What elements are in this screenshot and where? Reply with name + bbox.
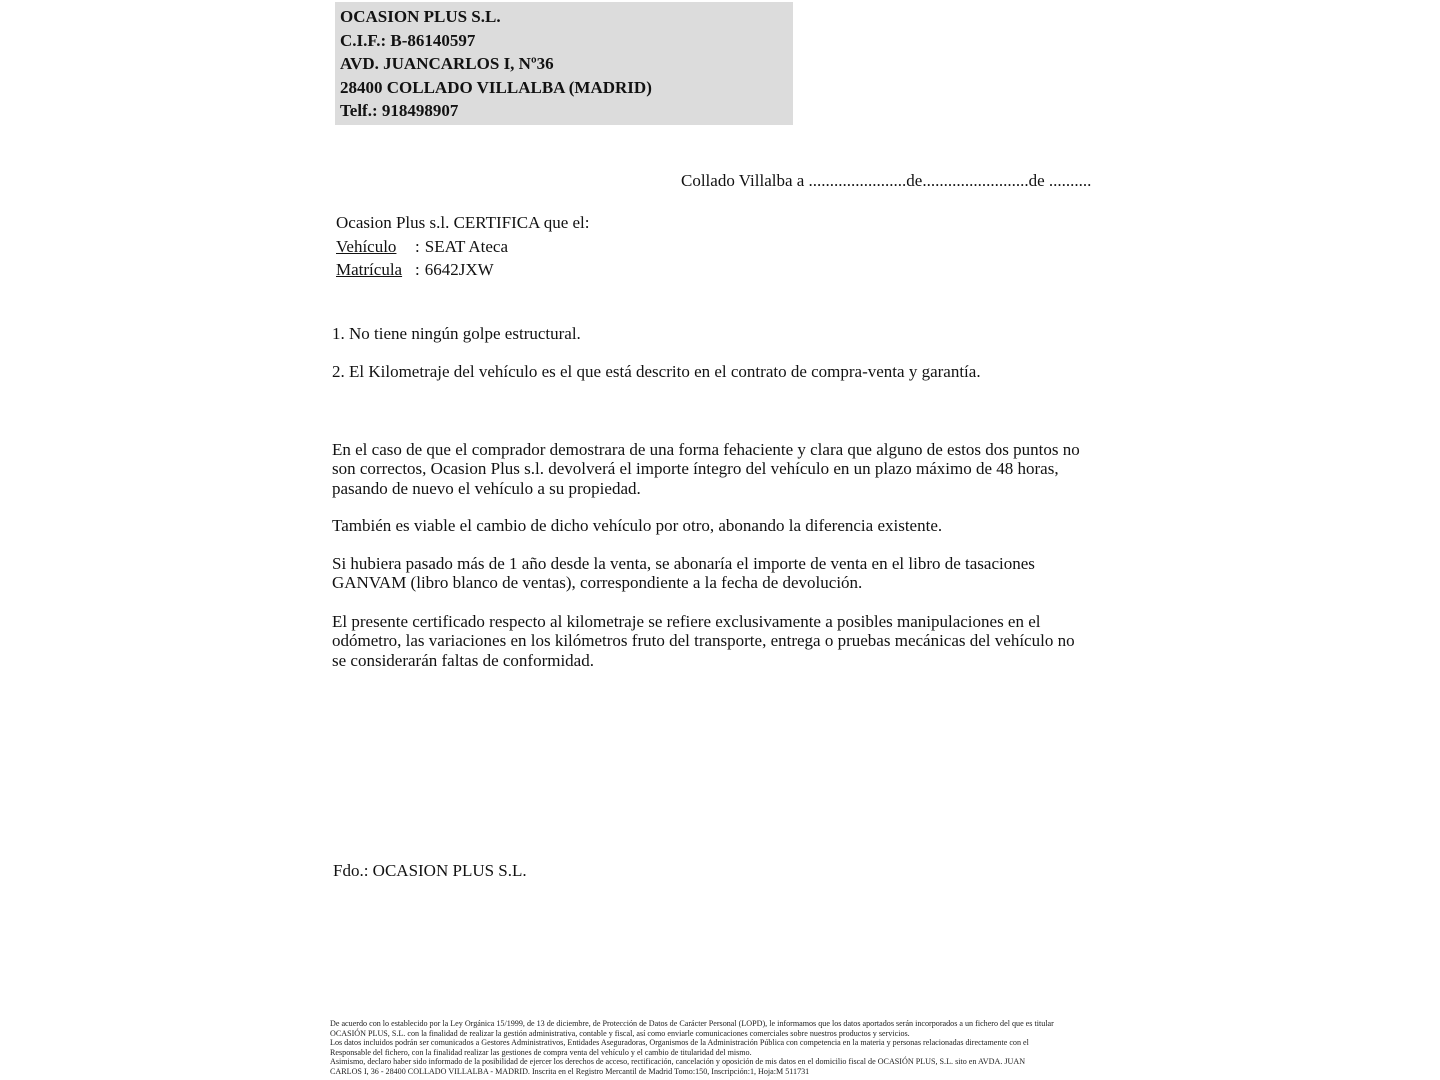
company-city: 28400 COLLADO VILLALBA (MADRID) [340,77,652,97]
paragraph-line: También es viable el cambio de dicho vehículo por otro, abonando la diferencia existente. [332,516,943,535]
plate-label-slot [336,258,415,282]
legal-line: De acuerdo con lo establecido por la Ley Orgánica 15/1999, de 13 de diciembre, de Protección de Datos de Carácter Personal (LOPD), le informamos que los datos aportados serán incorporados a un fichero del que es titular [330,1019,1054,1028]
date-line: Collado Villalba a .......................de.........................de .......... [681,171,1092,190]
paragraph-line: El presente certificado respecto al kilometraje se refiere exclusivamente a posibles manipulaciones en el [332,612,1041,631]
clause-1: 1. No tiene ningún golpe estructural. [332,324,581,343]
plate-label: Matrícula [336,260,403,279]
company-cif: C.I.F.: B-86140597 [340,30,476,50]
legal-line: Responsable del fichero, con la finalidad realizar las gestiones de compra venta del vehículo y el cambio de titularidad del mismo. [330,1047,752,1057]
paragraph-return-guarantee [332,440,1080,498]
company-address: AVD. JUANCARLOS I, Nº36 [340,54,554,74]
paragraph-line: GANVAM (libro blanco de ventas), correspondiente a la fecha de devolución. [332,573,863,593]
legal-line: CARLOS I, 36 - 28400 COLLADO VILLALBA - MADRID. Inscrita en el Registro Mercantil de Madrid Tomo:150, Inscripción:1, Hoja:M 511731 [330,1066,810,1076]
legal-notice [330,1019,1054,1077]
company-phone: Telf.: 918498907 [340,101,459,121]
company-name: OCASION PLUS S.L. [340,7,501,26]
legal-line: OCASIÓN PLUS, S.L. con la finalidad de realizar la gestión administrativa, contable y fiscal, así como enviarle comunicaciones comerciales sobre nuestros productos y servicios. [330,1028,910,1038]
paragraph-line: odómetro, las variaciones en los kilómetros fruto del transporte, entrega o pruebas mecánicas del vehículo no [332,631,1075,651]
paragraph-line: son correctos, Ocasion Plus s.l. devolverá el importe íntegro del vehículo en un plazo máximo de 48 horas, [332,459,1059,479]
clause-2: 2. El Kilometraje del vehículo es el que está descrito en el contrato de compra-venta y garantía. [332,362,981,381]
paragraph-line: Si hubiera pasado más de 1 año desde la venta, se abonaría el importe de venta en el libro de tasaciones [332,554,1035,573]
plate-field-row [336,258,590,282]
vehicle-field-row [336,235,590,259]
plate-value: 6642JXW [424,260,494,279]
paragraph-odometer-disclaimer [332,612,1075,670]
certification-block [336,211,590,282]
paragraph-line: En el caso de que el comprador demostrara de una forma fehaciente y clara que alguno de estos dos puntos no [332,440,1080,459]
vehicle-value: SEAT Ateca [424,236,508,256]
vehicle-label-slot [336,235,415,259]
certification-intro: Ocasion Plus s.l. CERTIFICA que el: [336,213,590,232]
vehicle-label: Vehículo [336,236,397,256]
legal-line: Asimismo, declaro haber sido informado de la posibilidad de ejercer los derechos de acceso, rectificación, cancelación y oposición de mis datos en el domicilio fiscal de OCASIÓN PLUS, S.L. sito en AVDA. JUAN [330,1057,1026,1067]
vehicle-separator: : [415,236,420,256]
plate-separator: : [415,260,420,279]
paragraph-exchange-option [332,516,942,535]
paragraph-line: se considerarán faltas de conformidad. [332,650,594,670]
legal-line: Los datos incluidos podrán ser comunicados a Gestores Administrativos, Entidades Aseguradoras, Organismos de la Administración Pública con competencia en la materia y personas relacionadas directamente con el [330,1038,1029,1048]
paragraph-line: pasando de nuevo el vehículo a su propiedad. [332,478,641,498]
company-header-box [335,2,793,125]
paragraph-ganvam [332,554,1035,593]
signature-line: Fdo.: OCASION PLUS S.L. [333,861,527,880]
